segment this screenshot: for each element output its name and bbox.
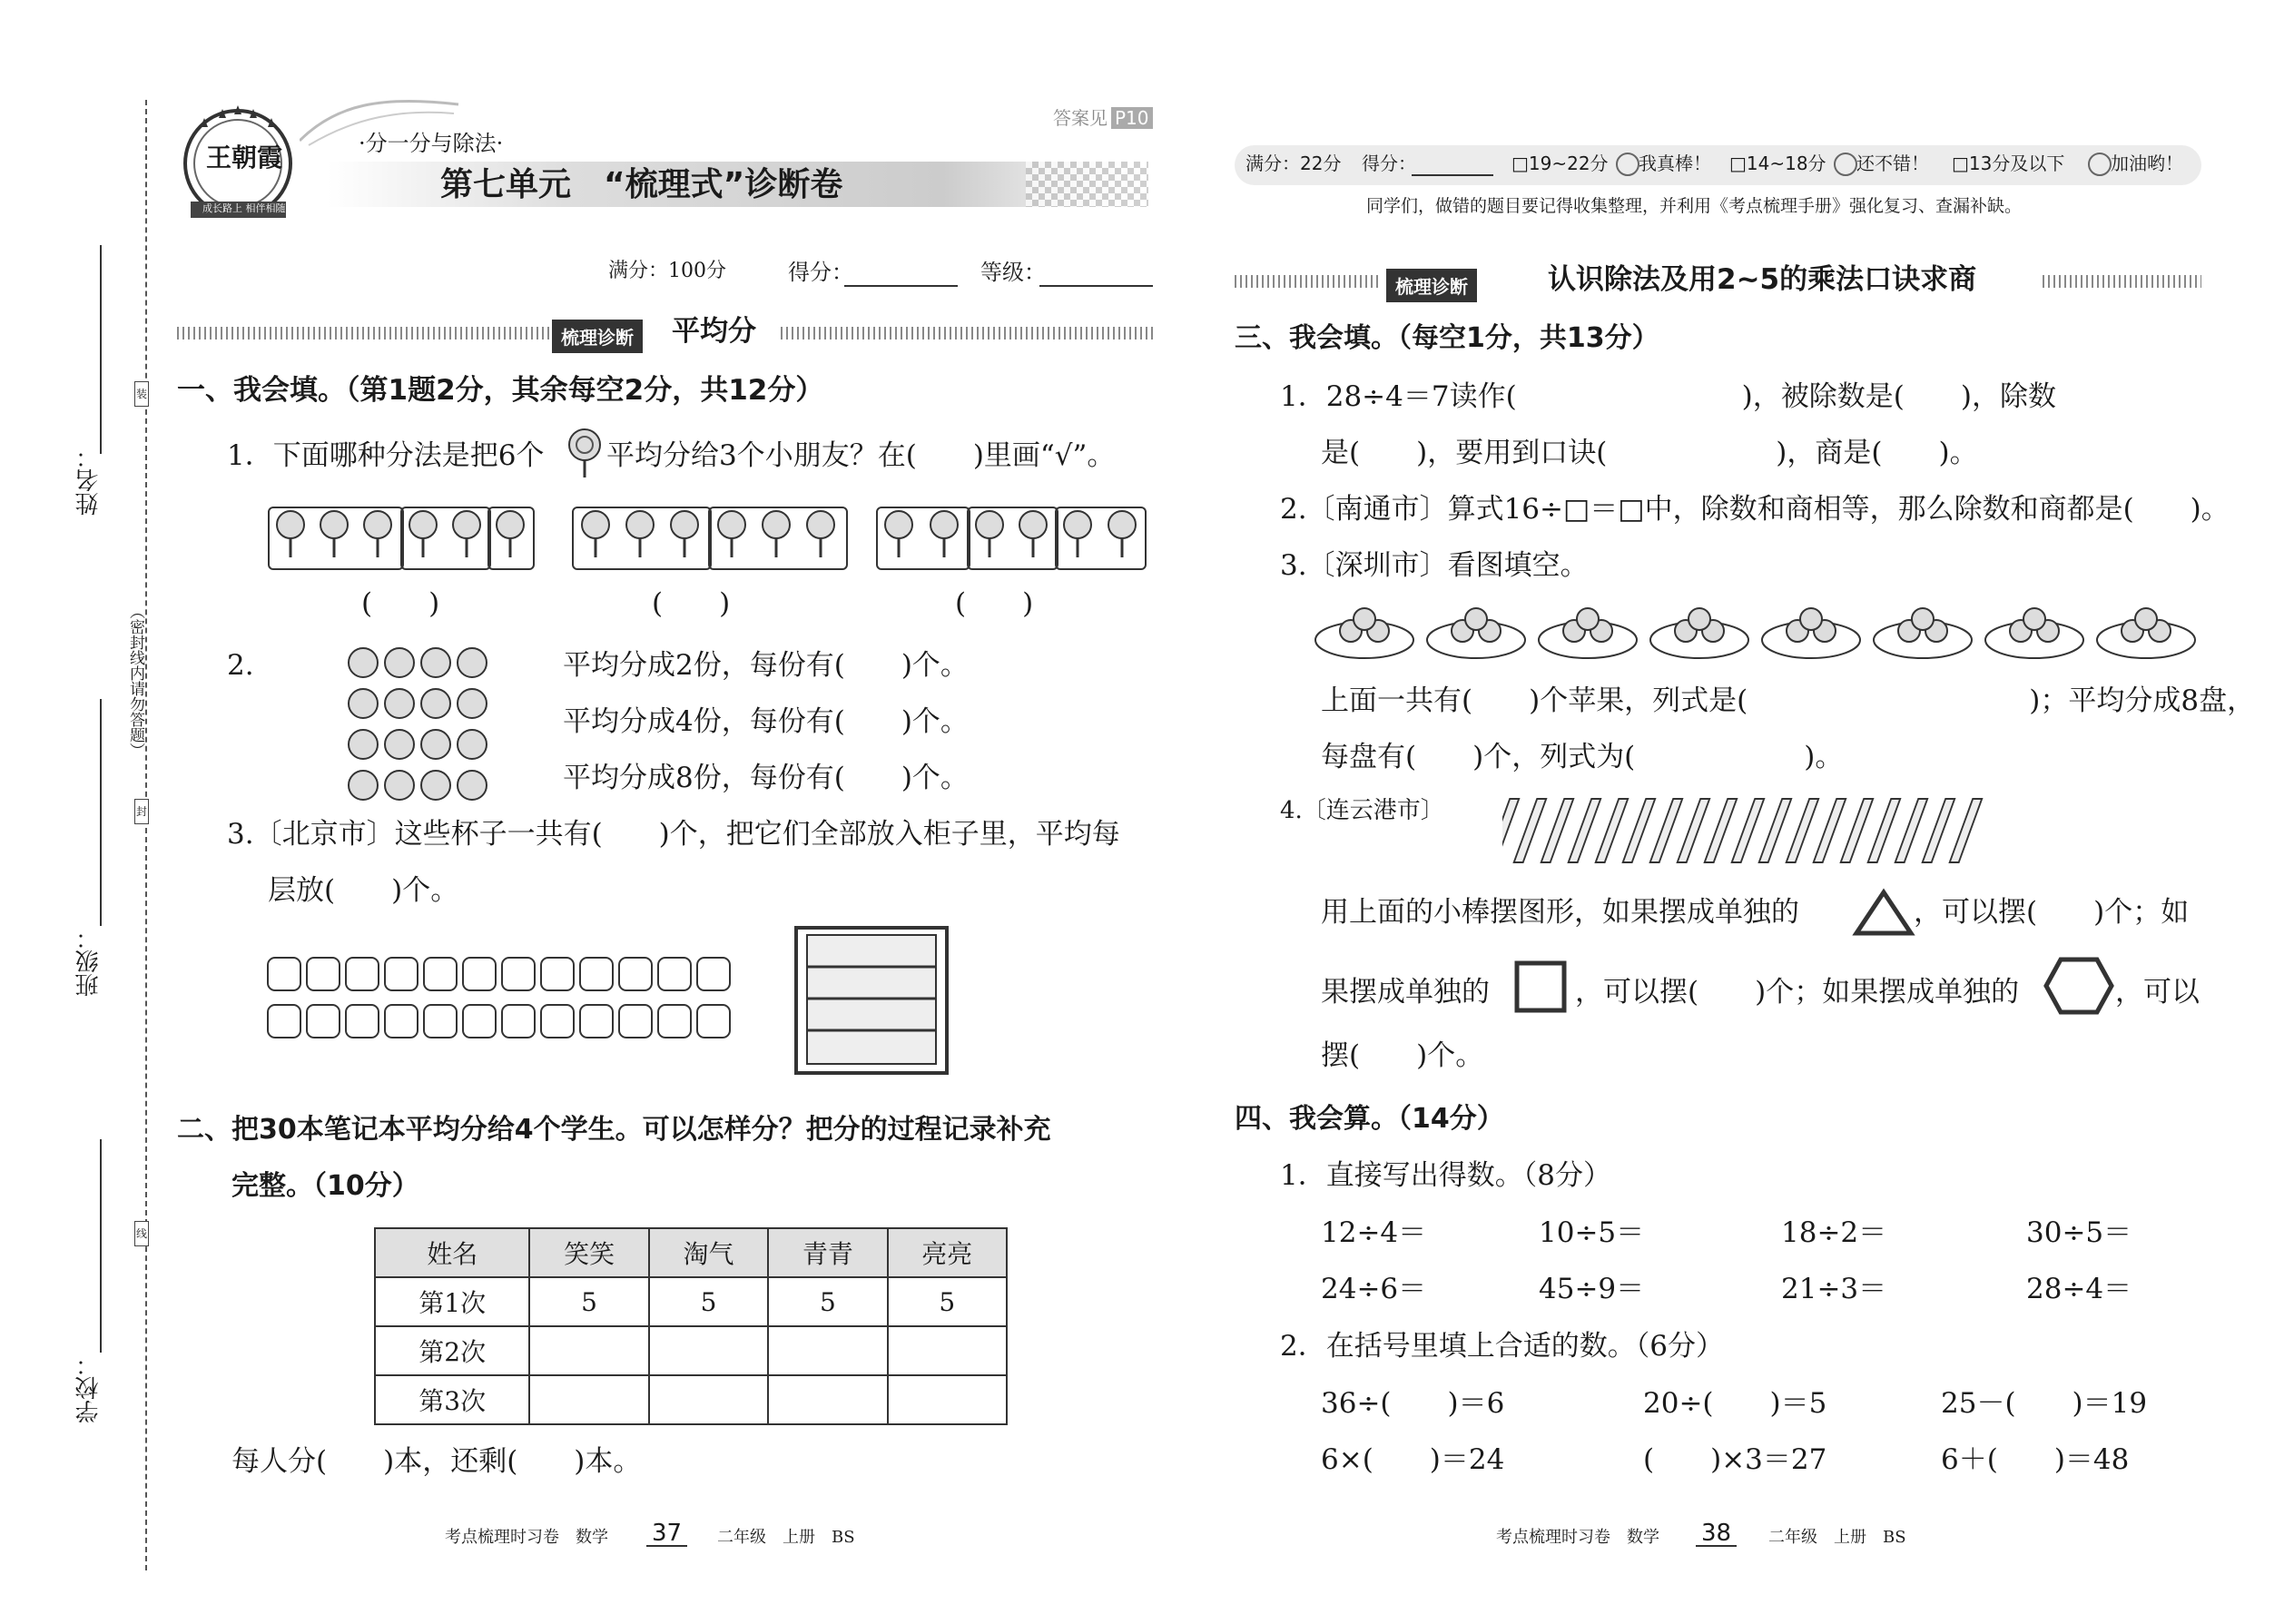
apple-plates-icon [1314,599,2209,663]
notice-text: 同学们，做错的题目要记得收集整理，并利用《考点梳理手册》强化复习、查漏补缺。 [1366,196,2023,216]
q1-item3-b: 层放( )个。 [268,874,459,907]
table-header-cell: 姓名 [375,1228,529,1277]
name-label: 姓名： [75,445,103,516]
banner-opt1-msg: 我真棒！ [1639,153,1711,174]
fill-item: ( )×3＝27 [1643,1443,1827,1476]
brand-name: 王朝霞 [206,143,283,172]
class-label: 班级： [75,926,103,997]
footer-book-right: 考点梳理时习卷 数学 [1496,1528,1659,1547]
footer-grade-left: 二年级 上册 BS [717,1528,855,1547]
q1-item1b: 平均分给3个小朋友？在( )里画“√”。 [606,439,1116,472]
banner-score: 得分： [1362,153,1416,174]
table-row [375,1375,1007,1424]
q3-item3-a: 上面一共有( )个苹果，列式是( )；平均分成8盘， [1321,684,2256,717]
score-label: 得分： [788,260,853,285]
footer-page-left: 37 [646,1521,687,1547]
table-header-cell: 笑笑 [529,1228,648,1277]
seal-notice: （密封线内请勿答题） [126,604,144,758]
q4-sub2: 2．在括号里填上合适的数。（6分） [1280,1330,1724,1363]
table-cell-input[interactable] [888,1326,1007,1375]
q3-item1-b: 是( )，要用到口诀( )，商是( )。 [1321,437,1978,469]
table-cell-input[interactable] [649,1326,768,1375]
q1-item1: 1．下面哪种分法是把6个 [227,439,545,472]
calc-item: 18÷2＝ [1781,1216,1887,1249]
table-cell: 5 [649,1277,768,1326]
square-icon [1511,958,1570,1017]
table-cell: 5 [888,1277,1007,1326]
footer-book-left: 考点梳理时习卷 数学 [445,1528,608,1547]
binding-mark-bot: 线 [134,1221,149,1246]
table-header-cell: 青青 [768,1228,887,1277]
smile-icon [1834,153,1857,176]
q3-item1-a: 1．28÷4＝7读作( )，被除数是( )，除数 [1280,380,2056,413]
q3-item4-b2: ，可以摆( )个；如果摆成单独的 [1575,976,2020,1009]
q1-header: 一、我会填。（第1题2分，其余每空2分，共12分） [177,374,824,407]
q1-item2-b: 平均分成4份，每份有( )个。 [563,705,969,738]
table-cell: 5 [768,1277,887,1326]
section-title-right: 认识除法及用2~5的乘法口诀求商 [1548,263,1977,296]
q4-sub1: 1．直接写出得数。（8分） [1280,1159,1611,1192]
brand-motto: 成长路上 相伴相随 [202,202,286,214]
hexagon-icon [2043,955,2115,1017]
q3-item4-b1: 果摆成单独的 [1321,976,1490,1009]
table-cell: 5 [529,1277,648,1326]
section-rule-right [1235,275,1380,288]
notebook-table [374,1227,1008,1425]
peaches-icon [345,640,508,808]
banner-opt3-msg: 加油哟！ [2111,153,2183,174]
q3-item4-c: 摆( )个。 [1321,1039,1484,1072]
table-row [375,1326,1007,1375]
full-score: 满分：100分 [608,260,726,282]
calc-item: 28÷4＝ [2026,1273,2132,1305]
banner-score-field[interactable] [1412,174,1493,176]
banner-opt2-msg: 还不错！ [1856,153,1929,174]
table-header-row [375,1228,1007,1277]
binding-mark-top: 装 [134,381,149,407]
q2-header-b: 完整。（10分） [231,1170,419,1202]
table-cell: 第1次 [375,1277,529,1326]
answer-ref: 答案见 P10 [1053,109,1153,127]
section-rule-right-2 [2043,275,2201,288]
q3-item4-a1: 用上面的小棒摆图形，如果摆成单独的 [1321,896,1799,929]
table-row [375,1277,1007,1326]
unit-topic: ·分一分与除法· [359,131,504,156]
table-cell-input[interactable] [529,1375,648,1424]
fill-item: 6×( )＝24 [1321,1443,1505,1476]
section-tag-right: 梳理诊断 [1386,269,1477,302]
table-cell: 第2次 [375,1326,529,1375]
banner-opt3[interactable]: □13分及以下 [1952,153,2065,174]
q3-item3-b: 每盘有( )个，列式为( )。 [1321,741,1844,773]
fill-item: 25－( )＝19 [1941,1387,2148,1420]
q3-item4-b3: ，可以 [2115,976,2200,1009]
q1-item2-a: 平均分成2份，每份有( )个。 [563,649,969,682]
fill-item: 36÷( )＝6 [1321,1387,1505,1420]
table-cell: 第3次 [375,1375,529,1424]
calc-item: 24÷6＝ [1321,1273,1427,1305]
table-cell-input[interactable] [529,1326,648,1375]
lollipop-icons [0,0,1180,635]
banner-opt1[interactable]: □19~22分 [1511,153,1609,174]
table-header-cell: 亮亮 [888,1228,1007,1277]
class-field[interactable] [100,699,102,926]
table-cell-input[interactable] [768,1326,887,1375]
fill-item: 20÷( )＝5 [1643,1387,1827,1420]
school-field[interactable] [100,1139,102,1353]
table-cell-input[interactable] [768,1375,887,1424]
calc-item: 12÷4＝ [1321,1216,1427,1249]
table-cell-input[interactable] [888,1375,1007,1424]
grade-label: 等级： [980,260,1046,285]
cabinet-icon [794,926,949,1076]
q3-item4: 4.〔连云港市〕 [1280,797,1444,824]
cups-icon [263,949,772,1058]
answer-page: P10 [1111,107,1153,129]
smile-icon [1616,153,1639,176]
calc-item: 45÷9＝ [1539,1273,1645,1305]
q3-item4-a2: ，可以摆( )个；如 [1914,896,2190,929]
q3-item3: 3.〔深圳市〕看图填空。 [1280,549,1589,582]
table-header-cell: 淘气 [649,1228,768,1277]
triangle-icon [1852,888,1915,938]
q3-item2: 2.〔南通市〕算式16÷□＝□中，除数和商相等，那么除数和商都是( )。 [1280,493,2230,526]
section-tag-left: 梳理诊断 [552,320,643,353]
q4-header: 四、我会算。（14分） [1235,1103,1504,1135]
table-cell-input[interactable] [649,1375,768,1424]
q3-header: 三、我会填。（每空1分，共13分） [1235,322,1659,354]
q1-item2-c: 平均分成8份，每份有( )个。 [563,762,969,794]
option-b-answer[interactable]: ( ) [652,587,731,620]
q1-item3-a: 3.〔北京市〕这些杯子一共有( )个，把它们全部放入柜子里，平均每 [227,818,1120,851]
sticks-icon [1502,794,2029,867]
calc-item: 21÷3＝ [1781,1273,1887,1305]
option-c-answer[interactable]: ( ) [955,587,1034,620]
footer-page-right: 38 [1696,1521,1737,1547]
school-label: 学校： [75,1353,103,1423]
banner-full: 满分：22分 [1245,153,1342,174]
cheer-icon [2088,153,2112,176]
footer-grade-right: 二年级 上册 BS [1768,1528,1906,1547]
option-a-answer[interactable]: ( ) [361,587,440,620]
fill-item: 6＋( )＝48 [1941,1443,2130,1476]
calc-item: 30÷5＝ [2026,1216,2132,1249]
q1-item2-number: 2. [227,649,254,682]
page-title: 第七单元 “梳理式”诊断卷 [440,166,843,203]
q2-header-a: 二、把30本笔记本平均分给4个学生。可以怎样分？把分的过程记录补充 [177,1114,1051,1146]
banner-opt2[interactable]: □14~18分 [1729,153,1826,174]
calc-item: 10÷5＝ [1539,1216,1645,1249]
q2-footer: 每人分( )本，还剩( )本。 [231,1445,642,1478]
section-title-left: 平均分 [672,315,756,348]
binding-mark-mid: 封 [134,799,149,824]
